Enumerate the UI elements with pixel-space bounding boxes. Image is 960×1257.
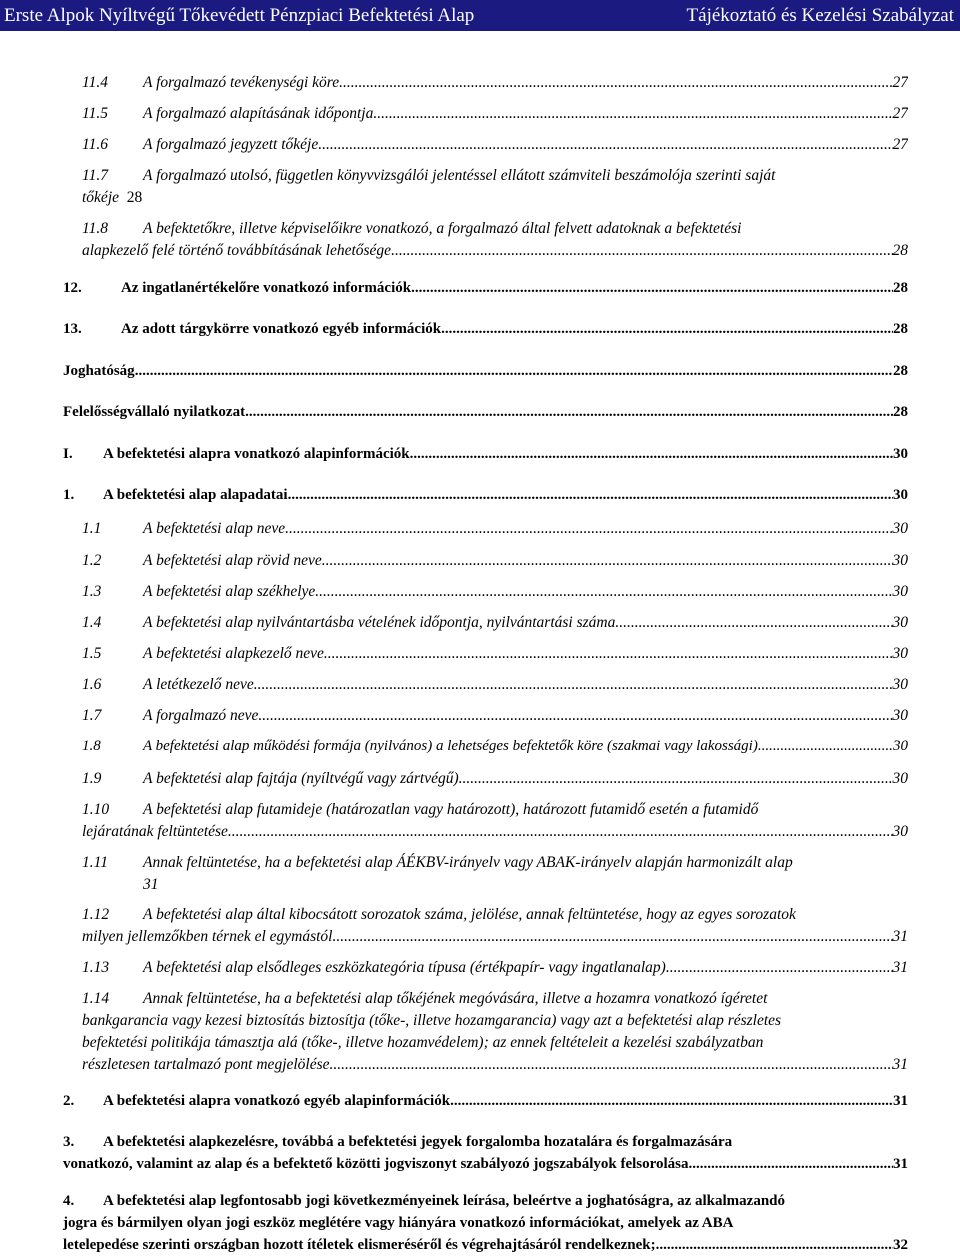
toc-entry-13[interactable] [63,321,908,338]
toc-page-number: 28 [893,321,908,337]
toc-text: A befektetési alap futamideje (határozatlan vagy határozott), határozott futamidő esetén a futamidő [143,801,759,818]
toc-page-number: 31 [143,876,159,893]
toc-page-number: 27 [892,136,908,153]
toc-leader-dots [339,74,892,92]
toc-text: Annak feltüntetése, ha a befektetési alap ÁÉKBV-irányelv vagy ABAK-irányelv alapján harmonizált alap [143,854,793,871]
toc-text: milyen jellemzőkben térnek el egymástól [82,928,333,945]
toc-text: lejáratának feltüntetése [82,823,228,840]
header-document-title: Tájékoztató és Kezelési Szabályzat [686,5,954,26]
toc-number: 1.2 [82,552,102,569]
toc-entry-1-11[interactable] [82,854,793,872]
page-header [0,0,960,31]
toc-entry-1-13[interactable] [82,959,908,977]
toc-text: Felelősségvállaló nyilatkozat [63,404,246,420]
toc-text: Joghatóság [63,363,135,379]
toc-page-number: 31 [892,928,908,945]
toc-number: 1.10 [82,801,110,818]
toc-leader-dots [373,105,892,123]
toc-entry-11-6[interactable] [82,136,908,154]
toc-page-number: 28 [126,189,143,206]
toc-entry-11-8-cont[interactable] [82,242,908,260]
toc-text: jogra és bármilyen olyan jogi eszköz meglétére vagy hiányára vonatkozó információkat, amelyek az ABA [63,1215,734,1231]
toc-entry-3-cont[interactable] [63,1156,908,1173]
toc-page-number: 30 [892,645,908,662]
toc-text: befektetési politikája támasztja alá (tőke-, illetve hozamvédelem); az ennek feltételeit a kezelési szabályzatban [82,1034,764,1051]
toc-leader-dots [450,1093,893,1110]
toc-entry-1-12-cont[interactable] [82,928,908,946]
toc-number: 12. [63,280,82,296]
toc-page-number: 27 [892,105,908,122]
toc-text: A forgalmazó neve [143,707,259,724]
toc-page-number: 32 [893,1237,908,1253]
toc-entry-1-3[interactable] [82,583,908,601]
toc-entry-1-10-cont[interactable] [82,823,908,841]
toc-entry-1-14-line2[interactable] [82,1012,781,1030]
toc-entry-part-i[interactable] [63,446,908,463]
toc-entry-1-8[interactable] [82,738,908,755]
toc-text: A letétkezelő neve [143,676,254,693]
toc-text: letelepedése szerinti országban hozott ítéletek elismeréséről és végrehajtásáról rendelkeznek; [63,1237,656,1253]
toc-entry-felelossegvallalo[interactable] [63,404,908,421]
toc-entry-joghatosag[interactable] [63,363,908,380]
toc-leader-dots [666,959,893,977]
toc-number: 11.7 [82,167,108,184]
toc-number: 11.4 [82,74,108,91]
toc-page-number: 28 [893,280,908,296]
toc-text: alapkezelő felé történő továbbításának lehetősége [82,242,392,259]
toc-text: A befektetési alap rövid neve [143,552,322,569]
toc-leader-dots [459,770,893,788]
toc-page-number: 30 [892,614,908,631]
toc-leader-dots [391,242,892,260]
toc-text: A forgalmazó alapításának időpontja [143,105,374,122]
toc-entry-12[interactable] [63,280,908,297]
toc-text: A forgalmazó tevékenységi köre [143,74,340,91]
toc-number: 11.8 [82,220,108,237]
toc-leader-dots [322,552,893,570]
toc-number: 4. [63,1193,75,1209]
toc-number: 1.12 [82,906,110,923]
toc-entry-4-line3[interactable] [63,1237,908,1254]
toc-entry-1-1[interactable] [82,520,908,538]
toc-page-number: 31 [892,1056,908,1073]
toc-number: 1.11 [82,854,108,871]
toc-entry-3[interactable] [63,1134,732,1151]
toc-page-number: 28 [893,404,908,420]
toc-page-number: 31 [893,1093,908,1109]
toc-entry-11-8[interactable] [82,220,741,238]
toc-leader-dots [318,136,892,154]
toc-entry-1-14-line3[interactable] [82,1034,763,1052]
toc-leader-dots [258,707,892,725]
toc-text: Az ingatlanértékelőre vonatkozó információk [121,280,412,296]
toc-entry-1-7[interactable] [82,707,908,725]
toc-number: 3. [63,1134,75,1150]
toc-leader-dots [441,321,893,338]
toc-page-number: 31 [892,959,908,976]
toc-leader-dots [315,583,892,601]
toc-leader-dots [656,1237,893,1254]
toc-entry-1-4[interactable] [82,614,908,632]
toc-entry-1-14[interactable] [82,990,767,1008]
toc-leader-dots [228,823,893,841]
toc-page-number: 28 [893,363,908,379]
toc-entry-1-5[interactable] [82,645,908,663]
toc-text: A befektetési alap neve [143,520,286,537]
toc-leader-dots [324,645,893,663]
toc-leader-dots [689,1156,893,1173]
toc-number: 2. [63,1093,75,1109]
toc-entry-11-4[interactable] [82,74,908,92]
toc-page-number: 30 [892,583,908,600]
toc-page-number: 30 [893,487,908,503]
toc-text: Az adott tárgykörre vonatkozó egyéb információk [121,321,442,337]
toc-page-number: 30 [892,520,908,537]
toc-text: A befektetési alapra vonatkozó alapinformációk [103,446,410,462]
toc-text: részletesen tartalmazó pont megjelölése [82,1056,330,1073]
toc-entry-1-11-cont[interactable] [143,876,159,894]
toc-page-number: 30 [893,446,908,462]
toc-page-number: 30 [892,676,908,693]
toc-page-number: 30 [892,770,908,787]
toc-text: A forgalmazó jegyzett tőkéje [143,136,319,153]
toc-number: 1.6 [82,676,102,693]
toc-number: 13. [63,321,82,337]
toc-page-number: 30 [893,738,908,754]
toc-entry-4-line2[interactable] [63,1215,733,1232]
toc-entry-1-10[interactable] [82,801,758,819]
toc-entry-2[interactable] [63,1093,908,1110]
toc-text: A befektetési alap működési formája (nyilvános) a lehetséges befektetők köre (szakmai vagy lakossági) [143,738,758,754]
toc-number: 1.7 [82,707,102,724]
toc-number: 11.6 [82,136,108,153]
toc-number: I. [63,446,73,462]
toc-entry-4[interactable] [63,1193,785,1210]
toc-leader-dots [411,280,893,297]
toc-text: A befektetési alap alapadatai [103,487,288,503]
toc-text: A befektetési alap által kibocsátott sorozatok száma, jelölése, annak feltüntetése, hogy az egyes sorozatok [143,906,796,923]
toc-text: A befektetési alap legfontosabb jogi következményeinek leírása, beleértve a joghatóságra, az alkalmazandó [103,1193,786,1209]
toc-leader-dots [333,928,893,946]
toc-text: A befektetési alap székhelye [143,583,316,600]
header-fund-name: Erste Alpok Nyíltvégű Tőkevédett Pénzpiaci Befektetési Alap [4,5,475,26]
toc-leader-dots [285,520,892,538]
toc-leader-dots [410,446,893,463]
toc-number: 1.5 [82,645,102,662]
toc-page-number: 30 [892,707,908,724]
toc-page-number: 30 [892,823,908,840]
toc-number: 1.3 [82,583,102,600]
toc-leader-dots [254,676,893,694]
toc-page-number: 30 [892,552,908,569]
toc-text: bankgarancia vagy kezesi biztosítás biztosítja (tőke-, illetve hozamgarancia) vagy azt a befektetési alap részletes [82,1012,782,1029]
toc-number: 1.4 [82,614,102,631]
toc-text: A befektetési alap elsődleges eszközkategória típusa (értékpapír- vagy ingatlanalap) [143,959,666,976]
toc-text: A befektetési alap fajtája (nyíltvégű vagy zártvégű) [143,770,459,787]
toc-entry-1-9[interactable] [82,770,908,788]
toc-text: A befektetési alapkezelésre, továbbá a befektetési jegyek forgalomba hozatalára és forgalmazására [103,1134,733,1150]
toc-entry-1[interactable] [63,487,908,504]
toc-number: 1.14 [82,990,110,1007]
toc-leader-dots [135,363,893,380]
toc-text: Annak feltüntetése, ha a befektetési alap tőkéjének megóvására, illetve a hozamra vonatkozó ígéretet [143,990,768,1007]
toc-number: 1.1 [82,520,102,537]
toc-number: 11.5 [82,105,108,122]
toc-entry-1-6[interactable] [82,676,908,694]
toc-page-number: 31 [893,1156,908,1172]
toc-text: tőkéje [82,189,120,206]
toc-entry-11-5[interactable] [82,105,908,123]
toc-entry-11-7-cont[interactable] [82,189,142,207]
toc-entry-1-12[interactable] [82,906,796,924]
toc-text: A befektetési alapra vonatkozó egyéb alapinformációk [103,1093,451,1109]
toc-entry-1-14-line4[interactable] [82,1056,908,1074]
toc-number: 1.9 [82,770,102,787]
toc-text: vonatkozó, valamint az alap és a befektető közötti jogviszonyt szabályozó jogszabályok felsorolása [63,1156,689,1172]
toc-number: 1.13 [82,959,110,976]
toc-text: A befektetési alap nyilvántartásba vételének időpontja, nyilvántartási száma [143,614,616,631]
toc-text: A befektetési alapkezelő neve [143,645,324,662]
toc-leader-dots [245,404,893,421]
toc-leader-dots [758,738,893,755]
toc-text: A befektetőkre, illetve képviselőikre vonatkozó, a forgalmazó által felvett adatoknak a befektetési [143,220,742,237]
toc-entry-1-2[interactable] [82,552,908,570]
toc-page-number: 28 [892,242,908,259]
toc-text: A forgalmazó utolsó, független könyvvizsgálói jelentéssel ellátott számviteli beszámolója szerinti saját [143,167,776,184]
toc-leader-dots [288,487,893,504]
toc-page-number: 27 [892,74,908,91]
toc-leader-dots [615,614,892,632]
toc-leader-dots [330,1056,893,1074]
toc-entry-11-7[interactable] [82,167,775,185]
toc-number: 1. [63,487,75,503]
toc-number: 1.8 [82,738,101,754]
